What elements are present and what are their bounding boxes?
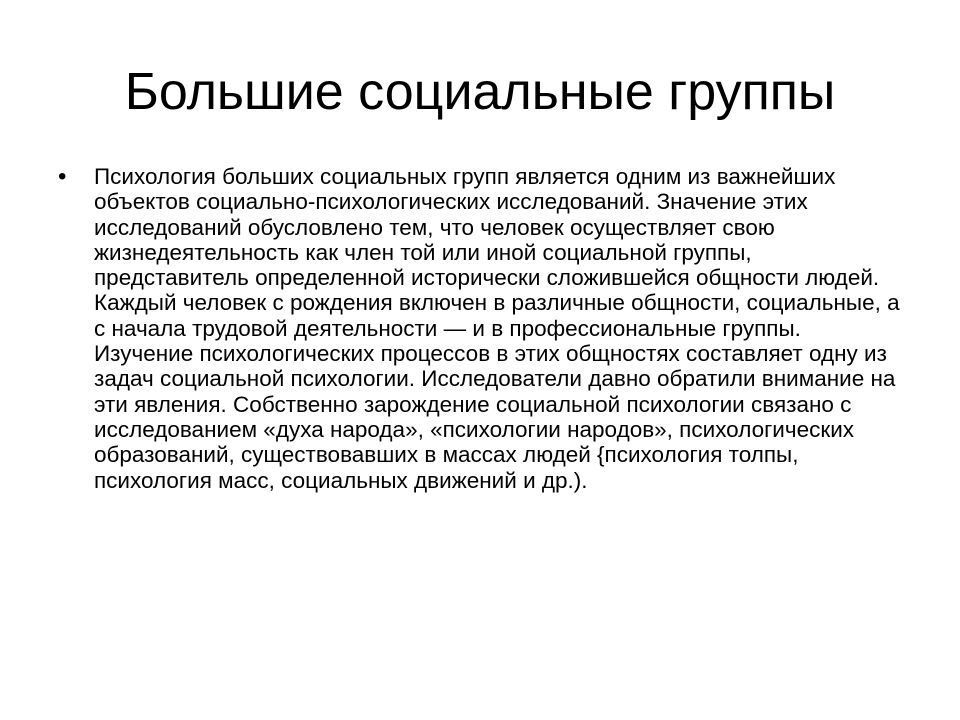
bullet-text: Психология больших социальных групп является одним из важнейших объектов социально-психологических исследований. Значение этих исследований обусловлено тем, что человек осуществляет свою жизнедеятельность как член той или иной социальной группы, представитель определенной исторически сложившейся общности людей. Каждый человек с рождения включен в различные общности, социальные, а с начала трудовой деятельности — и в профессиональные группы. Изучение психологических процессов в этих общностях составляет одну из задач социальной психологии. Исследователи давно обратили внимание на эти явления. Собственно зарождение социальной психологии связано с исследованием «духа народа», «психологии народов», психологических образований, существовавших в массах людей {психология толпы, психология масс, социальных движений и др.). xyxy=(94,164,900,493)
slide-body xyxy=(56,164,906,493)
slide-title: Большие социальные группы xyxy=(124,63,836,121)
bullet-item xyxy=(56,164,906,493)
bullet-icon: • xyxy=(58,163,67,190)
